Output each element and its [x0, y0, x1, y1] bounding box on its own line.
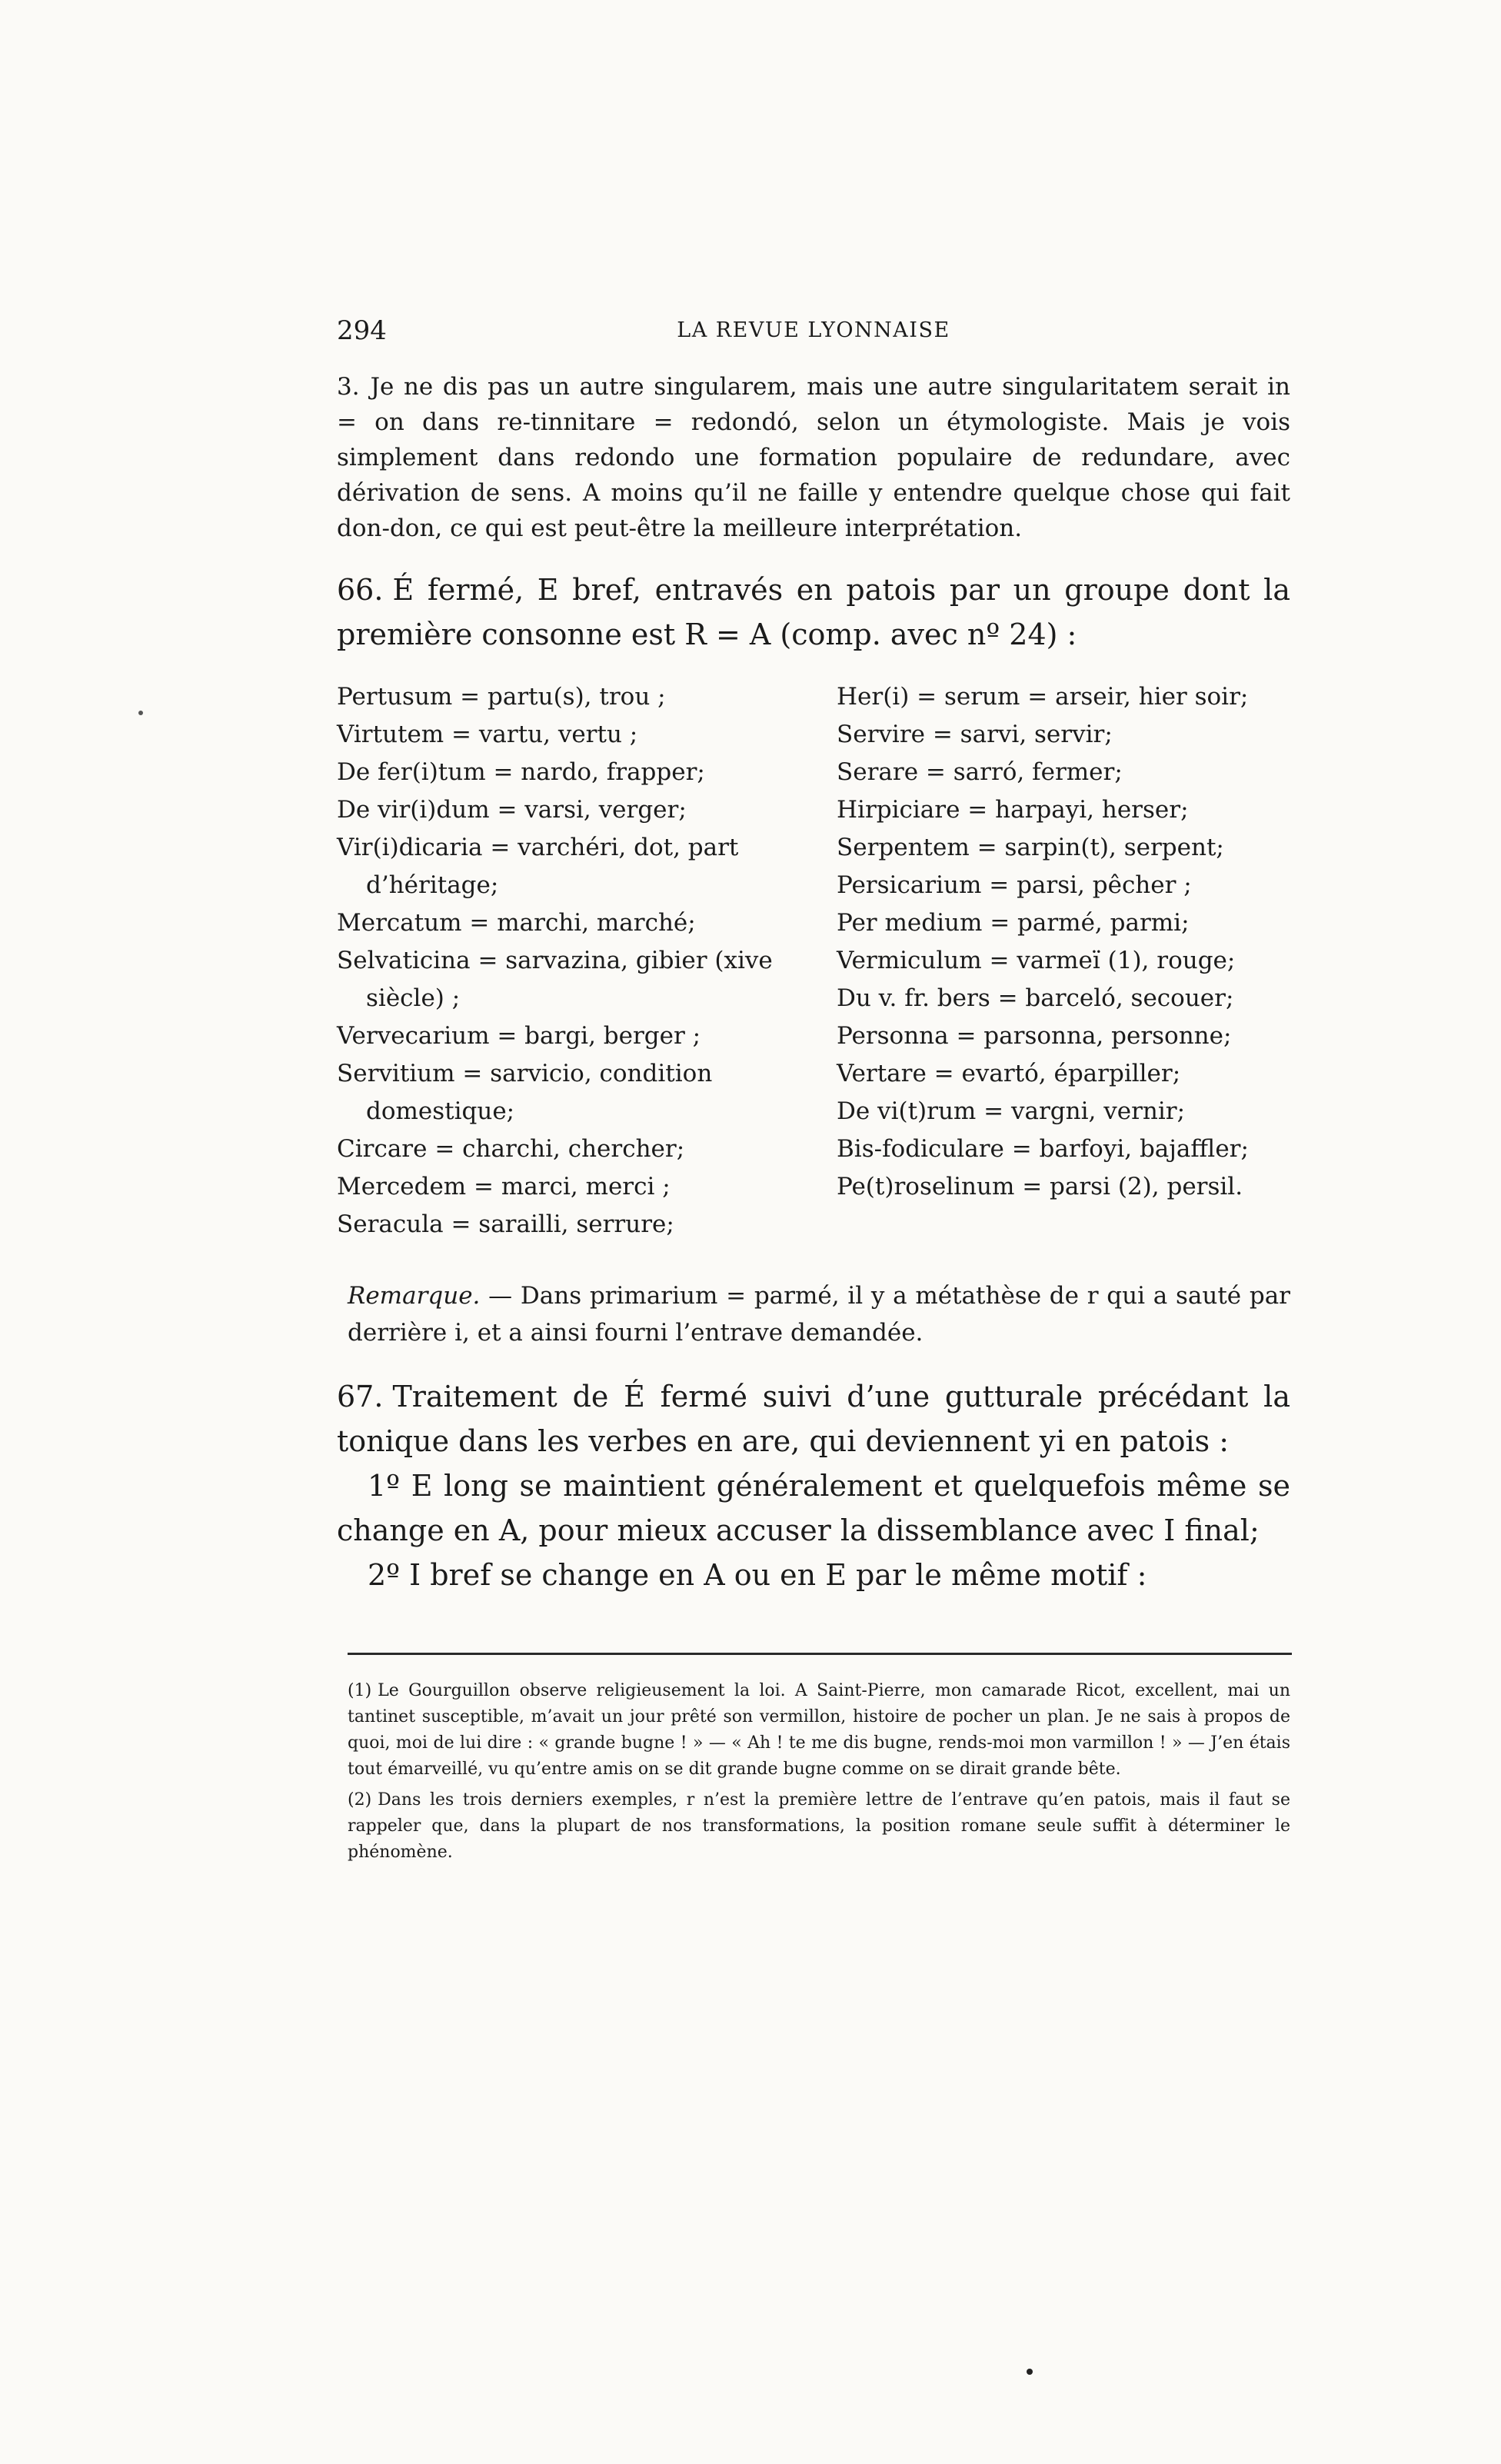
list-item: Seracula = sarailli, serrure;	[337, 1210, 674, 1238]
remark-label: Remarque.	[348, 1282, 481, 1310]
list-item: Vertare = evartó, éparpiller;	[837, 1060, 1181, 1087]
remark	[337, 1277, 1290, 1351]
point-1: 1º E long se maintient généralement et quelquefois même se change en A, pour mieux accuser la dissemblance avec I final;	[337, 1469, 1290, 1547]
word-list	[337, 678, 1290, 1244]
list-item: Vermiculum = varmeï (1), rouge;	[837, 947, 1236, 974]
ink-speck	[138, 711, 143, 715]
section-heading: É fermé, E bref, entravés en patois par un groupe dont la première consonne est R = A (comp. avec nº 24) :	[337, 573, 1290, 651]
list-item: Pe(t)roselinum = parsi (2), persil.	[837, 1173, 1243, 1200]
list-item: Du v. fr. bers = barceló, secouer;	[837, 984, 1234, 1012]
section-67	[337, 1374, 1290, 1597]
list-item: Vir(i)dicaria = varchéri, dot, part d’héritage;	[337, 834, 739, 899]
right-column	[837, 678, 1290, 1244]
footnotes	[337, 1678, 1290, 1866]
note-number: 3.	[337, 373, 360, 401]
list-item: Hirpiciare = harpayi, herser;	[837, 796, 1189, 824]
journal-title: LA REVUE LYONNAISE	[677, 318, 950, 342]
footnote-divider	[348, 1653, 1292, 1655]
section-heading: Traitement de É fermé suivi d’une gutturale précédant la tonique dans les verbes en are, qui deviennent yi en patois :	[337, 1380, 1290, 1458]
page-number: 294	[337, 315, 387, 346]
list-item: Virtutem = vartu, vertu ;	[337, 721, 638, 748]
running-head	[337, 315, 1290, 361]
list-item: Circare = charchi, chercher;	[337, 1135, 685, 1163]
note-text: Je ne dis pas un autre singularem, mais une autre singularitatem serait in = on dans re-tinnitare = redondó, selon un étymologiste. Mais je vois simplement dans redondo une formation populaire de redundare, avec dérivation de sens. A moins qu’il ne faille y entendre quelque chose qui fait don-don, ce qui est peut-être la meilleure interprétation.	[337, 373, 1290, 542]
list-item: Servire = sarvi, servir;	[837, 721, 1113, 748]
ink-dot	[1027, 2369, 1033, 2375]
list-item: Personna = parsonna, personne;	[837, 1022, 1232, 1050]
footnote-text: Le Gourguillon observe religieusement la loi. A Saint-Pierre, mon camarade Ricot, excellent, mai un tantinet susceptible, m’avait un jour prêté son vermillon, histoire de pocher un plan. Je ne sais à propos de quoi, moi de lui dire : « grande bugne ! » — « Ah ! te me dis bugne, rends-moi mon varmillon ! » — J’en étais tout émarveillé, vu qu’entre amis on se dit grande bugne comme on se dirait grande bête.	[348, 1681, 1290, 1779]
list-item: De vir(i)dum = varsi, verger;	[337, 796, 687, 824]
section-number: 67.	[337, 1380, 384, 1413]
list-item: Her(i) = serum = arseir, hier soir;	[837, 683, 1249, 711]
list-item: Selvaticina = sarvazina, gibier (xive siècle) ;	[337, 947, 773, 1012]
footnote-1	[348, 1678, 1290, 1783]
remark-text: — Dans primarium = parmé, il y a métathèse de r qui a sauté par derrière i, et a ainsi fourni l’entrave demandée.	[348, 1282, 1291, 1347]
list-item: De fer(i)tum = nardo, frapper;	[337, 758, 705, 786]
list-item: Servitium = sarvicio, condition domestique;	[337, 1060, 713, 1125]
list-item: Serare = sarró, fermer;	[837, 758, 1123, 786]
list-item: Mercatum = marchi, marché;	[337, 909, 696, 937]
list-item: Pertusum = partu(s), trou ;	[337, 683, 666, 711]
page-content	[337, 315, 1290, 1870]
list-item: Mercedem = marci, merci ;	[337, 1173, 671, 1200]
list-item: Persicarium = parsi, pêcher ;	[837, 871, 1192, 899]
list-item: De vi(t)rum = vargni, vernir;	[837, 1097, 1186, 1125]
footnote-number: (2)	[348, 1790, 372, 1810]
point-2: 2º I bref se change en A ou en E par le même motif :	[368, 1558, 1147, 1592]
list-item: Vervecarium = bargi, berger ;	[337, 1022, 701, 1050]
left-column	[337, 678, 798, 1244]
note-3	[337, 369, 1290, 546]
footnote-2	[348, 1787, 1290, 1866]
section-66	[337, 568, 1290, 657]
list-item: Serpentem = sarpin(t), serpent;	[837, 834, 1224, 861]
section-number: 66.	[337, 573, 384, 607]
footnote-text: Dans les trois derniers exemples, r n’est la première lettre de l’entrave qu’en patois, mais il faut se rappeler que, dans la plupart de nos transformations, la position romane seule suffit à déterminer le phénomène.	[348, 1790, 1290, 1862]
list-item: Per medium = parmé, parmi;	[837, 909, 1190, 937]
list-item: Bis-fodiculare = barfoyi, bajaffler;	[837, 1135, 1249, 1163]
footnote-number: (1)	[348, 1681, 372, 1700]
